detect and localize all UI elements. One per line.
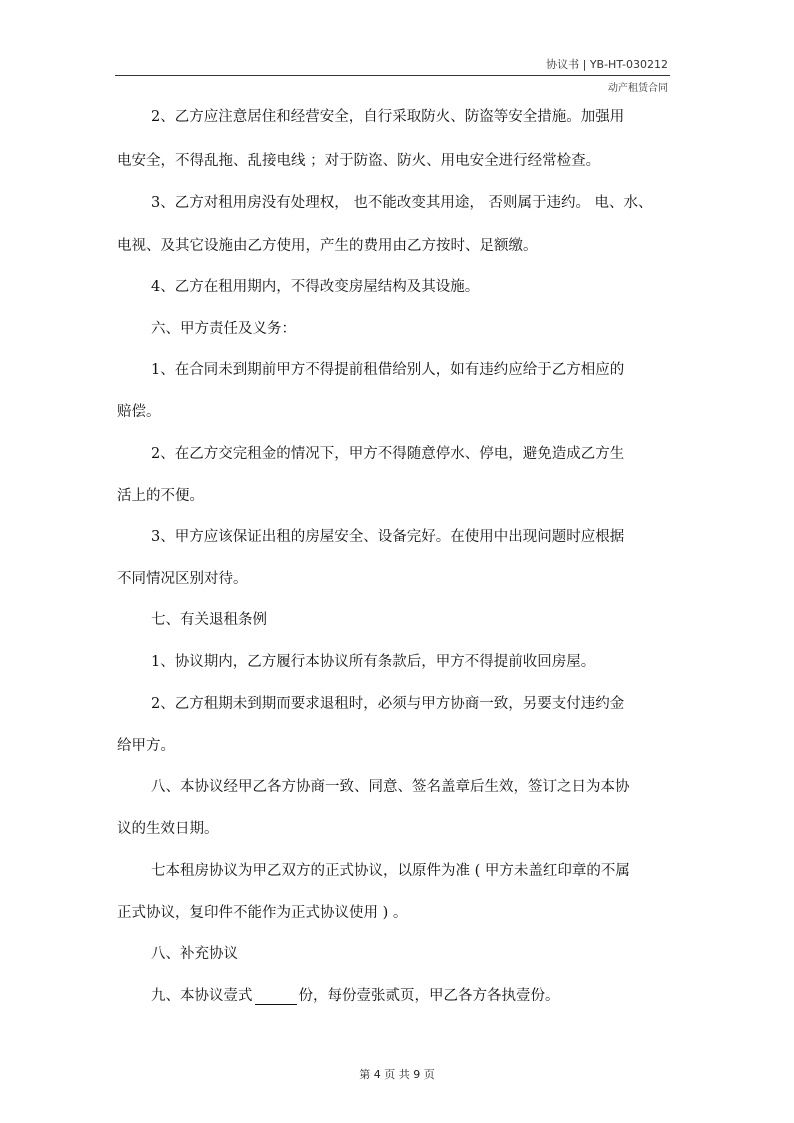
text-line: 八、本协议经甲乙各方协商一致、同意、签名盖章后生效，签订之日为本协 (151, 779, 630, 795)
doc-type: 动产租赁合同 (608, 83, 668, 94)
section-heading: 八、补充协议 (151, 946, 238, 962)
document-header (546, 56, 668, 72)
footer-gong: 共 (398, 1068, 410, 1081)
text-line: 活上的不便。 (117, 488, 204, 504)
fill-in-blank (255, 990, 297, 1005)
footer-ye: 页 (384, 1068, 396, 1081)
section-heading: 六、甲方责任及义务： (151, 321, 296, 337)
page-number: 4 (373, 1068, 381, 1081)
text-before-blank: 九、本协议壹式 (151, 988, 253, 1004)
header-rule (115, 75, 670, 76)
text-line: 2、乙方应注意居住和经营安全，自行采取防火、防盗等安全措施。加强用 (151, 109, 625, 125)
section-heading: 七、有关退租条例 (151, 612, 267, 628)
footer-ye-2: 页 (423, 1068, 435, 1081)
footer-di: 第 (359, 1068, 371, 1081)
text-line: 议的生效日期。 (117, 821, 219, 837)
text-line: 七本租房协议为甲乙双方的正式协议，以原件为准 ( 甲方未盖红印章的不属 (151, 863, 630, 879)
text-after-blank: 份，每份壹张贰页，甲乙各方各执壹份。 (298, 988, 560, 1004)
text-line: 给甲方。 (117, 738, 175, 754)
text-line-with-blank (151, 987, 560, 1005)
doc-code: YB-HT-030212 (589, 58, 668, 71)
total-pages: 9 (413, 1068, 421, 1081)
text-line: 1、协议期内，乙方履行本协议所有条款后，甲方不得提前收回房屋。 (151, 654, 596, 670)
text-line: 2、在乙方交完租金的情况下，甲方不得随意停水、停电，避免造成乙方生 (151, 446, 625, 462)
text-line: 1、在合同未到期前甲方不得提前租借给别人，如有违约应给于乙方相应的 (151, 362, 625, 378)
page-footer (0, 1066, 794, 1082)
text-line: 电安全，不得乱拖、乱接电线 ；对于防盗、防火、用电安全进行经常检查。 (117, 153, 601, 169)
text-line: 赔偿。 (117, 404, 161, 420)
text-line: 3、乙方对租用房没有处理权， 也不能改变其用途， 否则属于违约。 电、水、 (151, 195, 653, 211)
text-line: 不同情况区别对待。 (117, 571, 248, 587)
text-line: 正式协议，复印件不能作为正式协议使用 ) 。 (117, 905, 408, 921)
doc-label: 协议书 (546, 58, 580, 71)
text-line: 电视、及其它设施由乙方使用，产生的费用由乙方按时、足额缴。 (117, 238, 538, 254)
header-separator: | (582, 58, 590, 71)
text-line: 3、甲方应该保证出租的房屋安全、设备完好。在使用中出现问题时应根据 (151, 529, 625, 545)
text-line: 4、乙方在租用期内，不得改变房屋结构及其设施。 (151, 279, 480, 295)
text-line: 2、乙方租期未到期而要求退租时，必须与甲方协商一致，另要支付违约金 (151, 696, 625, 712)
